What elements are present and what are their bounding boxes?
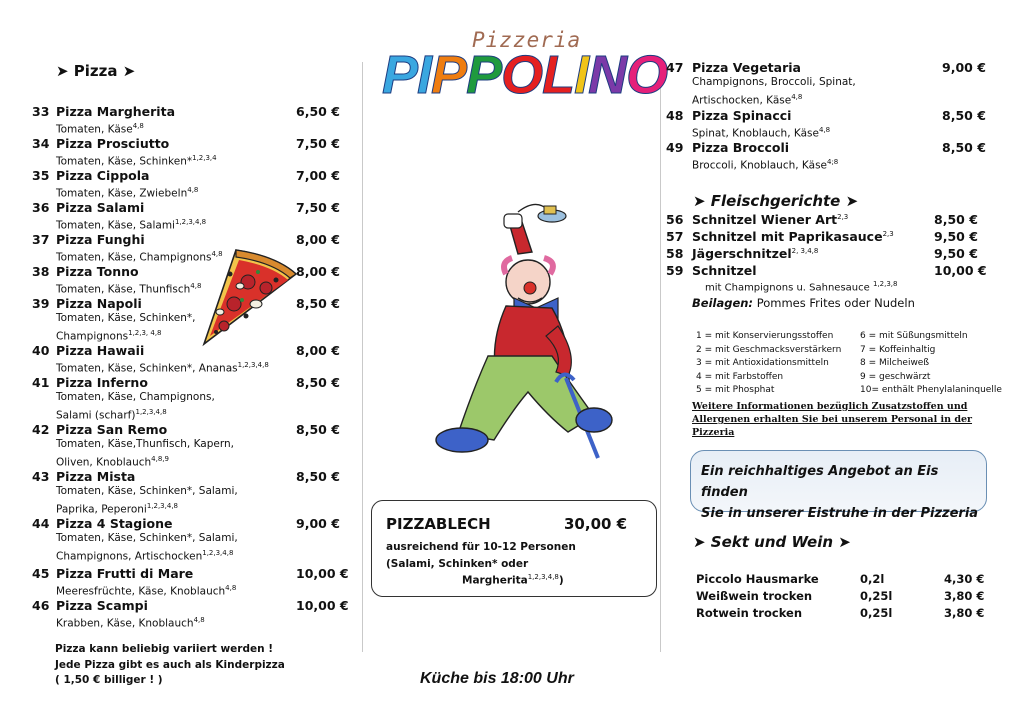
menu-item-meat xyxy=(666,229,996,245)
item-name: Pizza Tonno xyxy=(56,264,139,279)
logo-letter: P xyxy=(466,45,502,105)
item-price: 10,00 € xyxy=(934,263,987,278)
wine-price: 3,80 € xyxy=(944,589,985,603)
item-description-text: Broccoli, Knoblauch, Käse xyxy=(692,159,827,172)
item-number: 49 xyxy=(666,140,684,155)
item-description xyxy=(56,437,296,471)
item-additives: 1,2,3,4,8 xyxy=(146,502,178,510)
item-name: Jägerschnitzel xyxy=(692,246,792,261)
item-additives: 2,3 xyxy=(882,229,894,238)
item-price: 10,00 € xyxy=(296,598,349,613)
item-number: 47 xyxy=(666,60,684,75)
item-number: 33 xyxy=(32,104,50,119)
logo-letter: O xyxy=(626,45,668,105)
additives-right: 6 = mit Süßungsmitteln 7 = Koffeinhaltig 8 = Milcheiweß 9 = geschwärzt 10= enthält Phenylalaninquelle xyxy=(860,331,1002,395)
beilagen-line xyxy=(692,296,915,310)
item-name: Pizza Prosciutto xyxy=(56,136,170,151)
fleisch-sub xyxy=(705,280,897,293)
menu-item-pizza xyxy=(32,422,352,469)
item-number: 56 xyxy=(666,212,684,227)
item-number: 43 xyxy=(32,469,50,484)
item-description-text: Tomaten, Käse,Thunfisch, Kapern, Oliven, Knoblauch xyxy=(56,438,234,469)
logo-letter: P xyxy=(382,45,418,105)
item-name: Pizza San Remo xyxy=(56,422,168,437)
item-number: 40 xyxy=(32,343,50,358)
item-name-wrap xyxy=(692,229,894,244)
logo-subtitle: Pizzeria xyxy=(472,28,582,52)
pizzablech-sup: 1,2,3,4,8 xyxy=(527,573,559,581)
item-description-text: Tomaten, Käse, Schinken*, Ananas xyxy=(56,362,238,375)
fleisch-heading: ➤ Fleischgerichte ➤ xyxy=(693,192,859,210)
item-name: Schnitzel mit Paprikasauce xyxy=(692,229,883,244)
item-description-text: Tomaten, Käse, Schinken*, Champignons xyxy=(56,312,196,343)
wine-name: Weißwein trocken xyxy=(696,589,813,603)
item-description xyxy=(56,390,296,424)
additives-left: 1 = mit Konservierungsstoffen 2 = mit Geschmacksverstärkern 3 = mit Antioxidationsmitteln 4 = mit Farbstoffen 5 = mit Phosphat xyxy=(696,331,842,395)
item-description xyxy=(56,215,296,234)
beilagen-text: Pommes Frites oder Nudeln xyxy=(756,296,915,310)
item-name: Schnitzel xyxy=(692,263,757,278)
item-description-text: Champignons, Broccoli, Spinat, Artischocken, Käse xyxy=(692,76,856,107)
item-price: 8,00 € xyxy=(296,264,340,279)
item-name: Pizza Mista xyxy=(56,469,136,484)
item-name: Pizza Hawaii xyxy=(56,343,145,358)
column-divider-left xyxy=(362,62,363,652)
item-description-text: Tomaten, Käse, Champignons, Salami (scharf) xyxy=(56,391,215,422)
item-price: 10,00 € xyxy=(296,566,349,581)
item-additives: 4,8,9 xyxy=(151,455,169,463)
item-price: 8,50 € xyxy=(942,108,986,123)
item-description xyxy=(56,151,296,170)
item-name: Pizza Salami xyxy=(56,200,145,215)
column-divider-right xyxy=(660,62,661,652)
item-price: 9,50 € xyxy=(934,229,978,244)
item-additives: 4,8 xyxy=(193,616,205,624)
item-number: 46 xyxy=(32,598,50,613)
wine-volume: 0,2l xyxy=(860,572,885,586)
item-price: 7,50 € xyxy=(296,136,340,151)
item-additives: 1,2,3,4 xyxy=(192,154,217,162)
item-description-text: Tomaten, Käse, Champignons xyxy=(56,251,212,264)
item-name-wrap xyxy=(692,212,848,227)
item-name: Pizza Margherita xyxy=(56,104,176,119)
ice-cream-box xyxy=(690,450,987,521)
item-name-wrap xyxy=(692,263,757,278)
item-number: 44 xyxy=(32,516,50,531)
item-description-text: Tomaten, Käse xyxy=(56,123,133,136)
item-description xyxy=(692,123,942,142)
item-price: 7,50 € xyxy=(296,200,340,215)
menu-item-veg-pizza xyxy=(666,140,996,184)
item-price: 8,50 € xyxy=(296,469,340,484)
item-description-text: Tomaten, Käse, Salami xyxy=(56,219,175,232)
item-number: 48 xyxy=(666,108,684,123)
item-description xyxy=(56,119,296,138)
ice-cream-text: Ein reichhaltiges Angebot an Eis finden Sie in unserer Eistruhe in der Pizzeria xyxy=(701,464,979,521)
item-name: Schnitzel Wiener Art xyxy=(692,212,838,227)
wine-price: 3,80 € xyxy=(944,606,985,620)
menu-item-pizza xyxy=(32,469,352,516)
item-additives: 4,8 xyxy=(818,126,831,134)
item-price: 6,50 € xyxy=(296,104,340,119)
item-additives: 1,2,3,4,8 xyxy=(237,361,269,369)
menu-item-pizza xyxy=(32,296,352,343)
item-description-text: Tomaten, Käse, Schinken*, Salami, Paprika, Peperoni xyxy=(56,485,238,516)
kitchen-hours: Küche bis 18:00 Uhr xyxy=(420,670,574,687)
item-additives: 4,8 xyxy=(225,584,237,592)
item-name: Pizza Napoli xyxy=(56,296,142,311)
item-price: 8,00 € xyxy=(296,343,340,358)
item-name: Pizza 4 Stagione xyxy=(56,516,173,531)
additives-info-link: Weitere Informationen bezüglich Zusatzstoffen und Allergenen erhalten Sie bei unserem Personal in der Pizzeria xyxy=(692,401,973,438)
item-description-text: Tomaten, Käse, Schinken*, Salami, Champignons, Artischocken xyxy=(56,532,238,563)
item-additives: 4,8 xyxy=(791,93,803,101)
pizzablech-desc-2 xyxy=(462,573,564,587)
item-additives: 1,2,3, 4,8 xyxy=(128,329,162,337)
item-name: Pizza Inferno xyxy=(56,375,148,390)
item-number: 57 xyxy=(666,229,684,244)
item-number: 41 xyxy=(32,375,50,390)
item-additives: 2,3 xyxy=(837,212,849,221)
item-number: 45 xyxy=(32,566,50,581)
item-name: Pizza Funghi xyxy=(56,232,145,247)
item-name: Pizza Frutti di Mare xyxy=(56,566,194,581)
item-price: 8,50 € xyxy=(942,140,986,155)
item-additives: 1,2,3,4,8 xyxy=(202,549,234,557)
item-price: 8,50 € xyxy=(296,375,340,390)
item-number: 58 xyxy=(666,246,684,261)
item-description-text: Krabben, Käse, Knoblauch xyxy=(56,617,194,630)
item-price: 7,00 € xyxy=(296,168,340,183)
fleisch-sub-sup: 1,2,3,8 xyxy=(872,280,898,288)
item-name: Pizza Broccoli xyxy=(692,140,790,155)
clown-illustration-icon xyxy=(418,196,618,466)
menu-item-pizza xyxy=(32,516,352,563)
pizzablech-price: 30,00 € xyxy=(564,515,628,533)
item-number: 59 xyxy=(666,263,684,278)
item-description xyxy=(692,155,942,174)
item-description-text: Meeresfrüchte, Käse, Knoblauch xyxy=(56,585,226,598)
item-description-text: Tomaten, Käse, Schinken* xyxy=(56,155,193,168)
item-description xyxy=(56,613,296,632)
pizzablech-desc-2-text: Margherita xyxy=(462,574,528,587)
item-description-text: Tomaten, Käse, Thunfisch xyxy=(56,283,191,296)
item-additives: 4,8 xyxy=(211,250,223,258)
logo-letter: P xyxy=(431,45,467,105)
item-name: Pizza Scampi xyxy=(56,598,148,613)
pizzablech-box xyxy=(371,500,657,597)
item-price: 8,50 € xyxy=(296,296,340,311)
item-additives: 4;8 xyxy=(827,158,839,166)
item-description xyxy=(56,531,296,565)
item-description xyxy=(56,484,296,518)
pizzablech-close: ) xyxy=(558,574,564,587)
item-additives: 1,2,3,4,8 xyxy=(174,218,207,226)
logo-letter: I xyxy=(574,45,589,105)
item-name: Pizza Cippola xyxy=(56,168,150,183)
logo-letter: N xyxy=(588,45,627,105)
item-additives: 4,8 xyxy=(190,282,202,290)
logo-letter: O xyxy=(501,45,543,105)
wine-heading: ➤ Sekt und Wein ➤ xyxy=(693,533,851,551)
wine-price: 4,30 € xyxy=(944,572,985,586)
pizza-note: Pizza kann beliebig variiert werden ! Jede Pizza gibt es auch als Kinderpizza ( 1,50 € billiger ! ) xyxy=(55,643,285,686)
item-description xyxy=(56,581,296,600)
item-description xyxy=(56,183,296,202)
pizzablech-title: PIZZABLECH xyxy=(386,515,491,533)
logo-letter: L xyxy=(542,45,575,105)
item-description xyxy=(692,75,942,109)
menu-item-pizza xyxy=(32,598,352,638)
item-number: 37 xyxy=(32,232,50,247)
wine-volume: 0,25l xyxy=(860,589,893,603)
menu-item-pizza xyxy=(32,375,352,422)
item-number: 35 xyxy=(32,168,50,183)
item-additives: 1,2,3,4,8 xyxy=(135,408,167,416)
item-price: 9,00 € xyxy=(942,60,986,75)
item-price: 9,00 € xyxy=(296,516,340,531)
menu-item-meat xyxy=(666,212,996,228)
wine-name: Piccolo Hausmarke xyxy=(696,572,819,586)
pizza-heading: ➤ Pizza ➤ xyxy=(56,62,136,80)
item-price: 8,00 € xyxy=(296,232,340,247)
item-description-text: Tomaten, Käse, Zwiebeln xyxy=(56,187,188,200)
item-number: 34 xyxy=(32,136,50,151)
fleisch-sub-text: mit Champignons u. Sahnesauce xyxy=(705,282,870,294)
item-number: 39 xyxy=(32,296,50,311)
item-name: Pizza Spinacci xyxy=(692,108,792,123)
wine-name: Rotwein trocken xyxy=(696,606,803,620)
menu-item-meat xyxy=(666,263,996,279)
beilagen-label: Beilagen: xyxy=(692,296,754,310)
pizza-slice-icon xyxy=(196,244,300,350)
item-price: 9,50 € xyxy=(934,246,978,261)
logo-title xyxy=(382,44,667,106)
wine-volume: 0,25l xyxy=(860,606,893,620)
menu-item-veg-pizza xyxy=(666,60,996,107)
item-number: 42 xyxy=(32,422,50,437)
item-price: 8,50 € xyxy=(934,212,978,227)
item-additives: 4,8 xyxy=(187,186,199,194)
item-name-wrap xyxy=(692,246,818,261)
item-name: Pizza Vegetaria xyxy=(692,60,801,75)
item-price: 8,50 € xyxy=(296,422,340,437)
item-description xyxy=(56,358,296,377)
logo-letter: I xyxy=(417,45,432,105)
item-additives: 4,8 xyxy=(132,122,144,130)
pizzablech-desc: ausreichend für 10-12 Personen (Salami, Schinken* oder xyxy=(386,541,576,570)
item-description-text: Spinat, Knoblauch, Käse xyxy=(692,127,819,140)
item-number: 36 xyxy=(32,200,50,215)
menu-item-meat xyxy=(666,246,996,262)
item-number: 38 xyxy=(32,264,50,279)
item-additives: 2, 3,4,8 xyxy=(791,246,819,255)
